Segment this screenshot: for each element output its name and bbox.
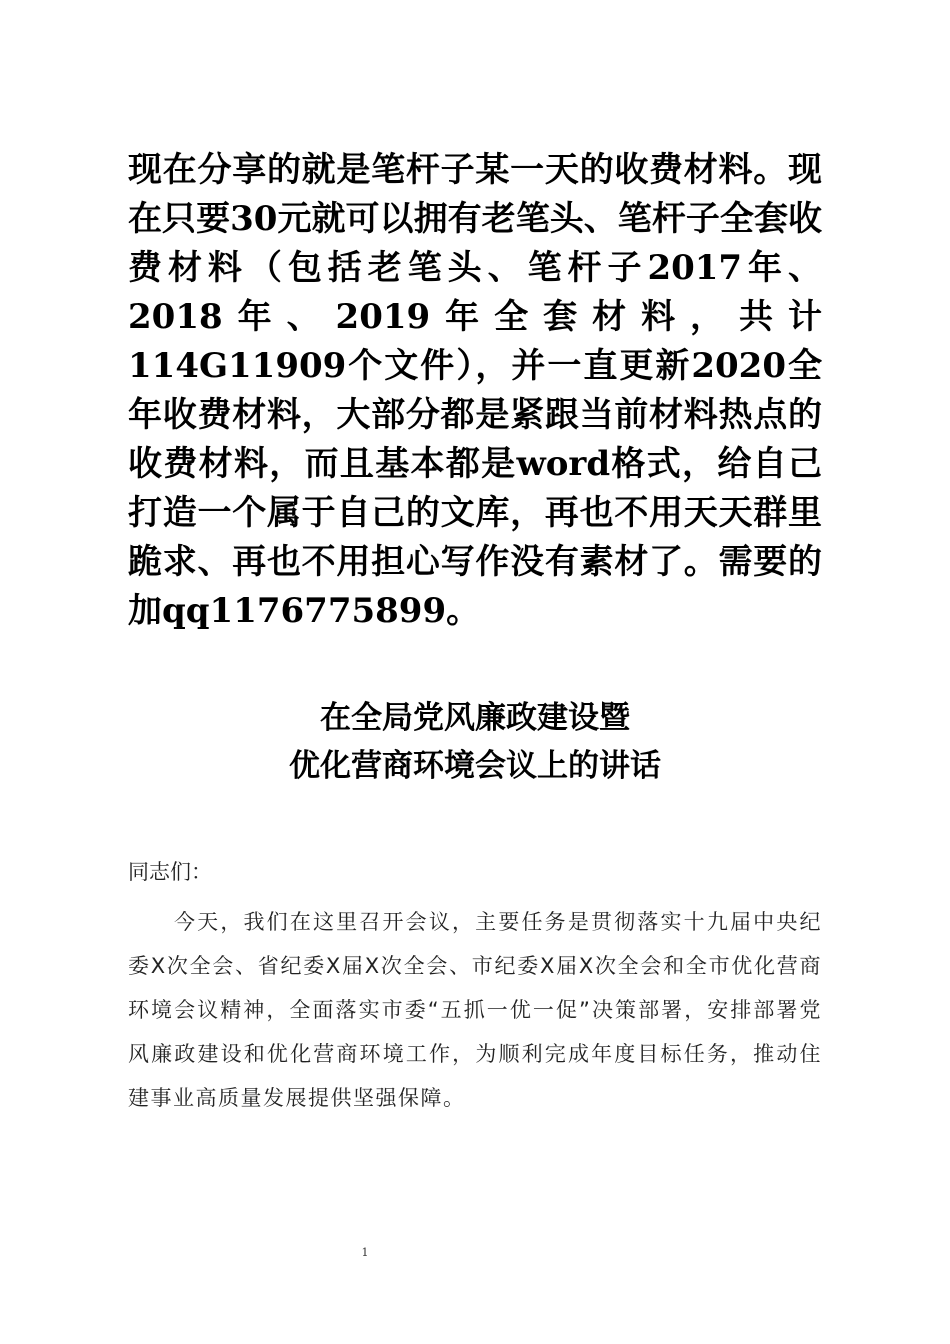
promo-paragraph: 现在分享的就是笔杆子某一天的收费材料。现在只要30元就可以拥有老笔头、笔杆子全套收费材料（包括老笔头、笔杆子2017年、2018年、2019年全套材料，共计114G11909个文件），并一直更新2020全年收费材料，大部分都是紧跟当前材料热点的收费材料，而且基本都是word格式，给自己打造一个属于自己的文库，再也不用天天群里跪求、再也不用担心写作没有素材了。需要的加qq1176775899。 xyxy=(128,150,822,631)
page-number: 1 xyxy=(361,1246,369,1259)
salutation: 同志们： xyxy=(128,860,212,884)
document-title-line-1: 在全局党风廉政建设暨 xyxy=(320,700,630,736)
body-paragraph: 今天，我们在这里召开会议，主要任务是贯彻落实十九届中央纪委X次全会、省纪委X届X次全会、市纪委X届X次全会和全市优化营商环境会议精神，全面落实市委“五抓一优一促”决策部署，安排部署党风廉政建设和优化营商环境工作，为顺利完成年度目标任务，推动住建事业高质量发展提供坚强保障。 xyxy=(128,910,822,1110)
document-title-line-2: 优化营商环境会议上的讲话 xyxy=(289,748,661,784)
document-title xyxy=(128,694,822,790)
